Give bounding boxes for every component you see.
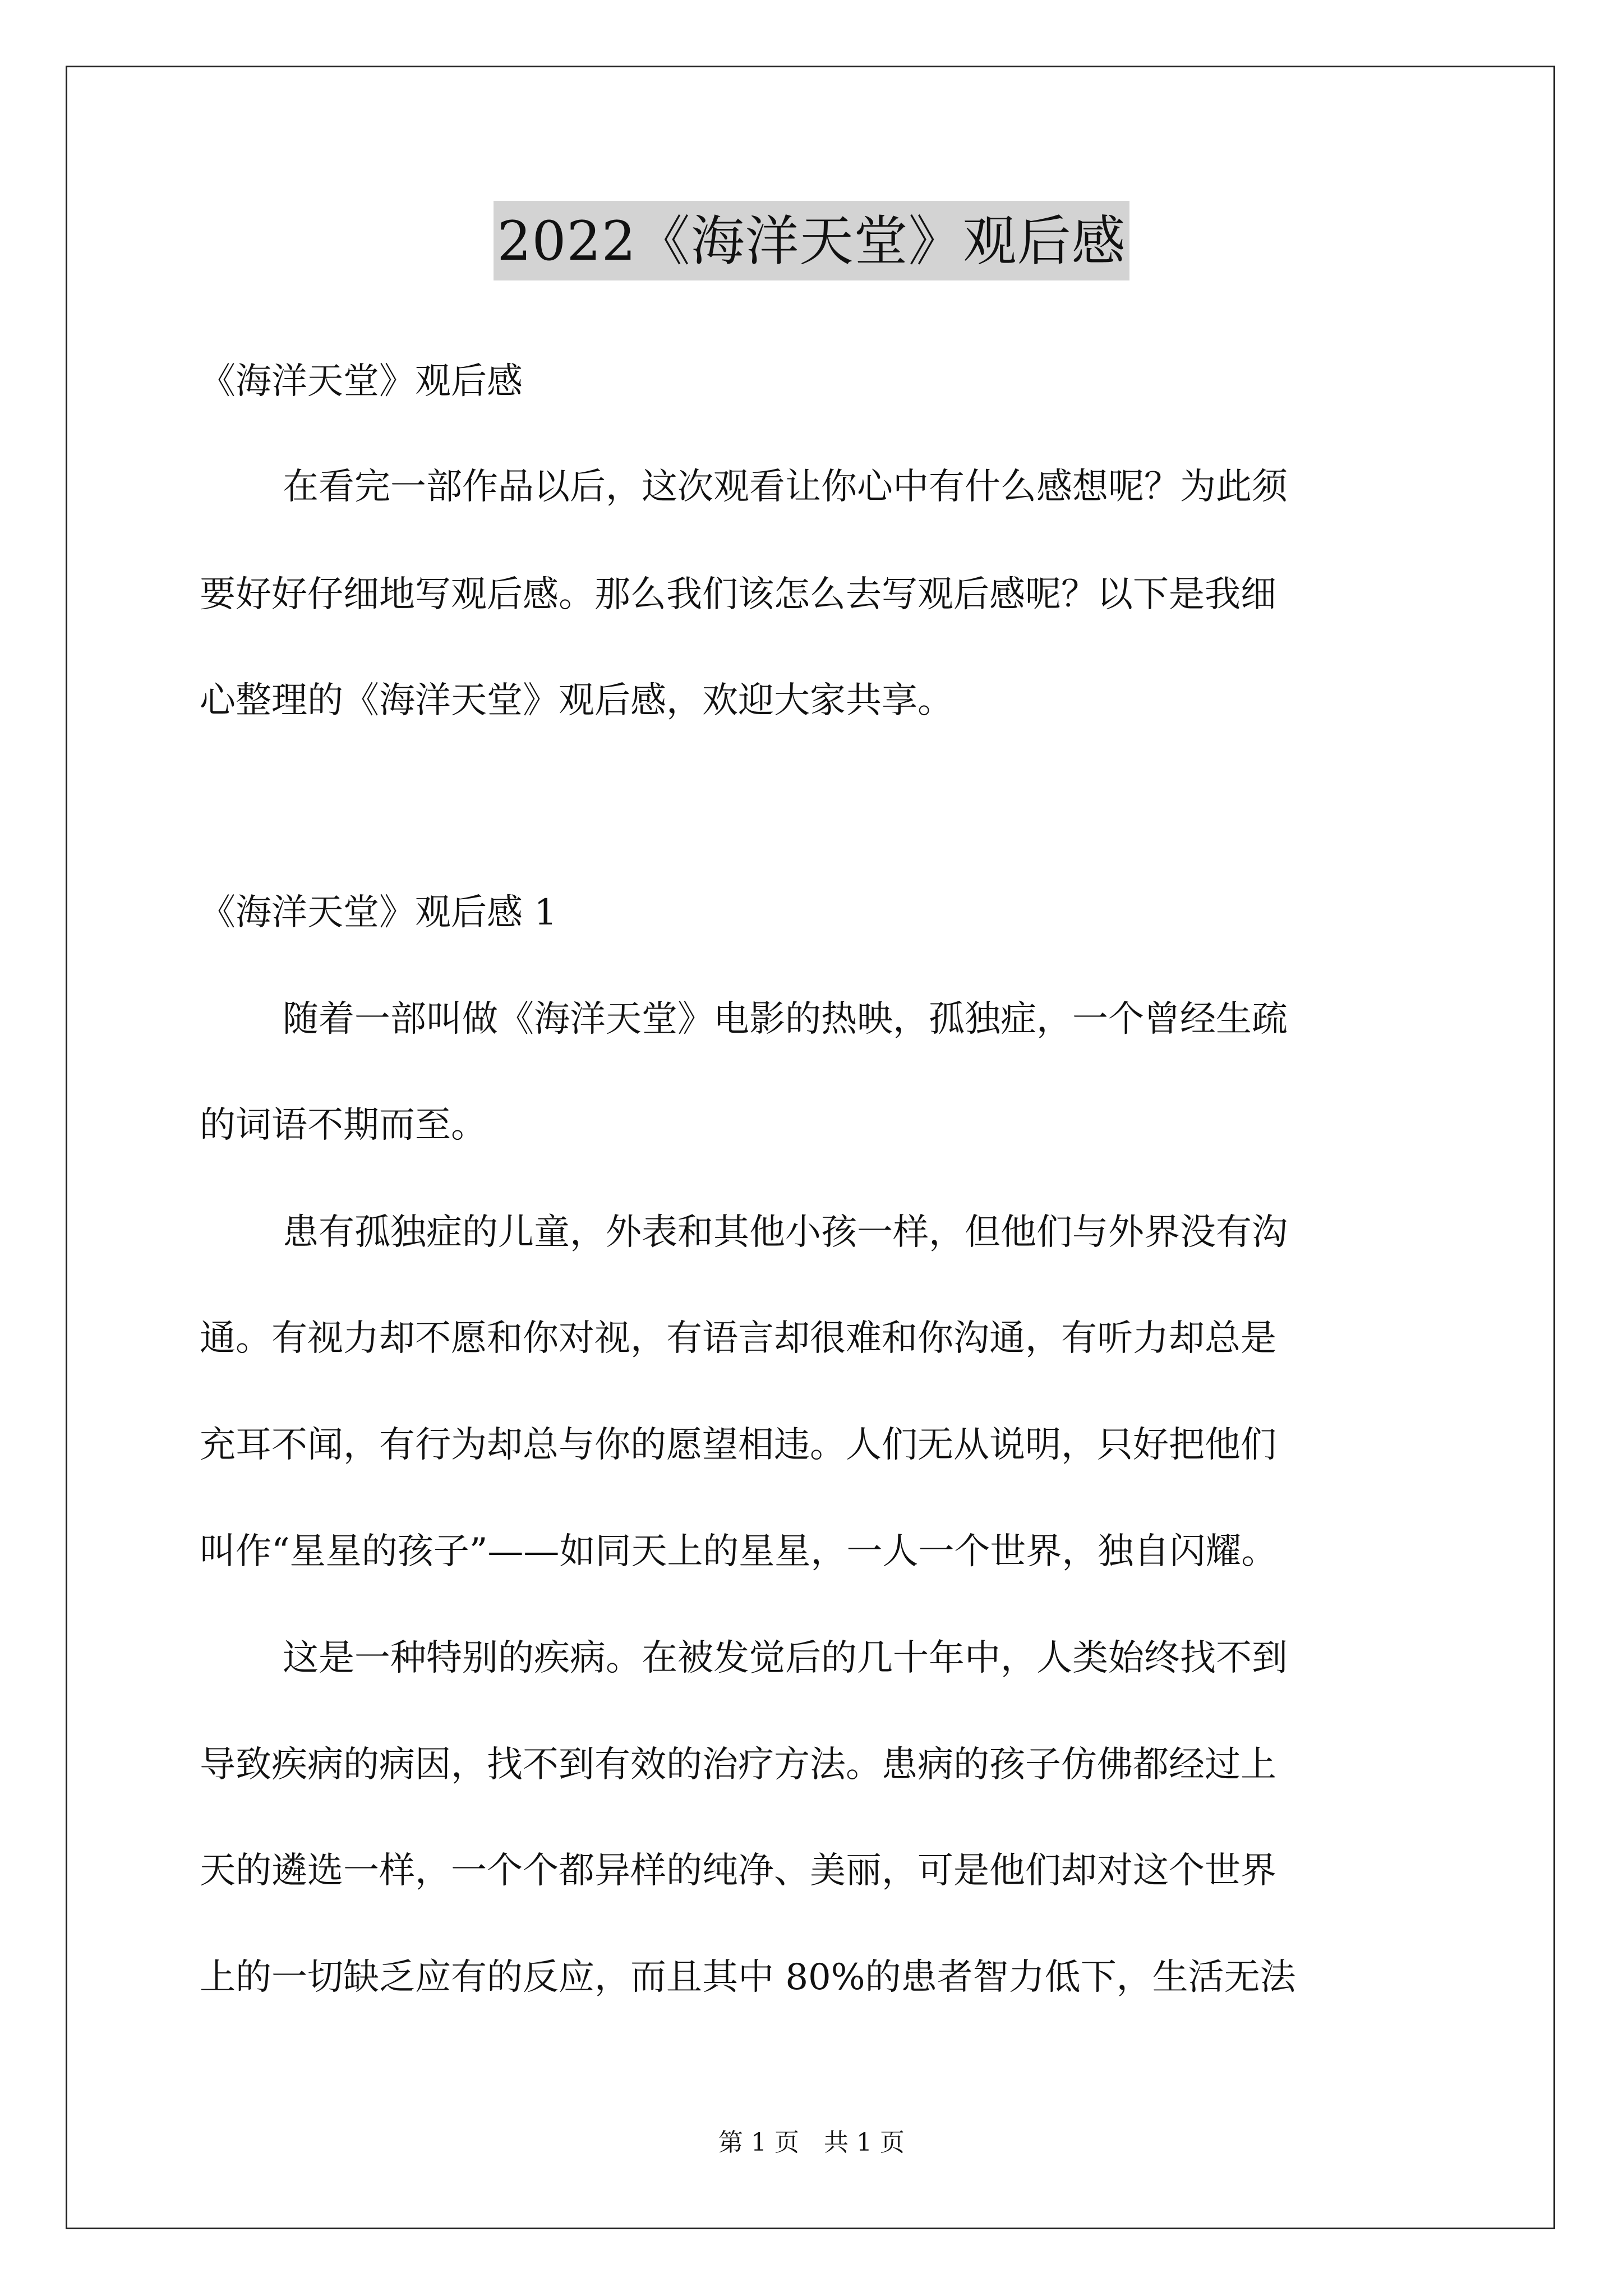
- paragraph-line: 患有孤独症的儿童，外表和其他小孩一样，但他们与外界没有沟: [283, 1212, 1288, 1253]
- section-heading: 《海洋天堂》观后感 1: [200, 892, 557, 933]
- paragraph-line: 导致疾病的病因，找不到有效的治疗方法。患病的孩子仿佛都经过上: [200, 1744, 1276, 1786]
- paragraph-line: 通。有视力却不愿和你对视，有语言却很难和你沟通，有听力却总是: [200, 1318, 1276, 1359]
- paragraph-line: 随着一部叫做《海洋天堂》电影的热映，孤独症，一个曾经生疏: [283, 999, 1288, 1040]
- subtitle: 《海洋天堂》观后感: [200, 361, 523, 402]
- paragraph-line: 充耳不闻，有行为却总与你的愿望相违。人们无从说明，只好把他们: [200, 1424, 1276, 1466]
- paragraph-line: 这是一种特别的疾病。在被发觉后的几十年中，人类始终找不到: [283, 1637, 1288, 1679]
- title-container: [0, 201, 1623, 280]
- paragraph-line: 在看完一部作品以后，这次观看让你心中有什么感想呢？为此须: [283, 466, 1288, 508]
- document-title: 2022《海洋天堂》观后感: [494, 201, 1129, 280]
- page-footer: 第 1 页 共 1 页: [718, 2128, 905, 2157]
- paragraph-line: 要好好仔细地写观后感。那么我们该怎么去写观后感呢？以下是我细: [200, 574, 1276, 615]
- paragraph-line: 的词语不期而至。: [200, 1105, 487, 1146]
- paragraph-line: 心整理的《海洋天堂》观后感，欢迎大家共享。: [200, 680, 953, 721]
- paragraph-line: 叫作“星星的孩子”——如同天上的星星，一人一个世界，独自闪耀。: [200, 1531, 1278, 1572]
- paragraph-line: 天的遴选一样，一个个都异样的纯净、美丽，可是他们却对这个世界: [200, 1850, 1276, 1892]
- paragraph-line: 上的一切缺乏应有的反应，而且其中 80%的患者智力低下，生活无法: [200, 1957, 1296, 1998]
